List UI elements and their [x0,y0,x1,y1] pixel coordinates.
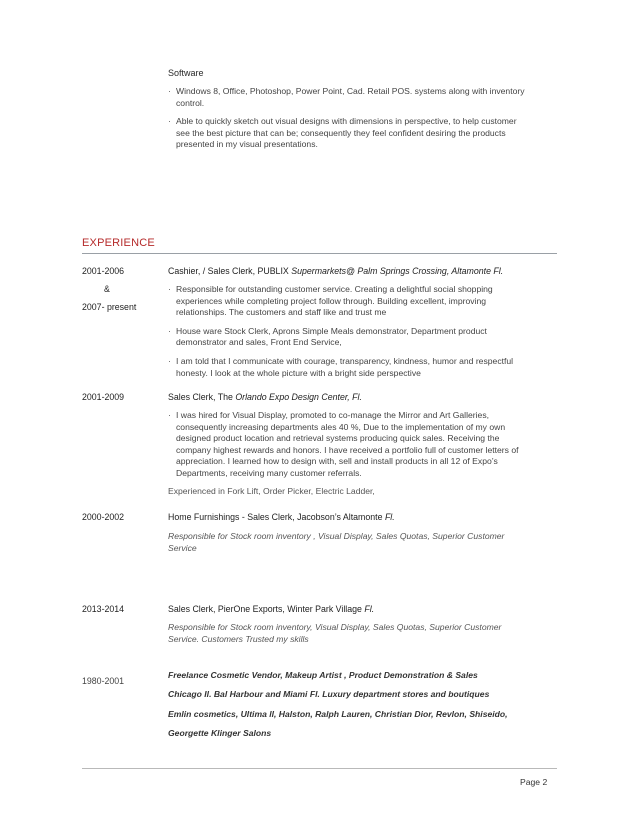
entry-role [168,266,548,278]
entry-bullet: · House ware Stock Clerk, Aprons Simple Meals demonstrator, Department product demonstrator and sales, Front End Service, [168,326,528,349]
role-text: Sales Clerk, The [168,392,236,402]
entry-date-ampersand: & [104,284,110,294]
role-employer: Orlando Expo Design Center, Fl. [235,392,362,402]
software-bullet: · Able to quickly sketch out visual designs with dimensions in perspective, to help customer see the best picture that can be; consequently they feel confident desiring the products presented in my visual presentations. [168,116,528,151]
freelance-line: Georgette Klinger Salons [168,728,272,738]
entry-date: 1980-2001 [82,676,125,686]
entry-note: Responsible for Stock room inventory, Visual Display, Sales Quotas, Superior Customer Service. Customers Trusted my skills [168,622,502,644]
entry-date: 2000-2002 [82,512,125,522]
role-employer: Fl. [364,604,375,614]
entry-note: Responsible for Stock room inventory , Visual Display, Sales Quotas, Superior Customer Service [168,531,505,553]
footer-divider [82,768,557,769]
entry-date: 2007- present [82,302,137,312]
entry-role [168,512,548,524]
software-bullet-list [168,86,528,158]
entry-date: 2001-2006 [82,266,125,276]
software-bullet: · Windows 8, Office, Photoshop, Power Point, Cad. Retail POS. systems along with inventory control. [168,86,528,109]
role-text: Home Furnishings - Sales Clerk, Jacobson’s Altamonte [168,512,385,522]
experience-divider [82,253,557,254]
entry-bullet: · Responsible for outstanding customer service. Creating a delightful social shopping experiences while completing project follow through. Building excellent, improving relationships. The customers and staff like and trust me [168,284,528,319]
entry-date: 2001-2009 [82,392,125,402]
role-employer: Supermarkets@ Palm Springs Crossing, Altamonte Fl. [291,266,504,276]
entry-bullet-list [168,284,528,386]
entry-bullet: · I was hired for Visual Display, promoted to co-manage the Mirror and Art Galleries, consequently increasing departments ales 40 %, Due to the implementation of my own designed product location and retrieval systems producing quick sales. Receiving the company highest rewards and honors. I have received a portfolio full of customer letters of appreciation. I learned how to design with, sell and install products in all 12 of Expo’s Departments, receiving many customer referrals. [168,410,528,480]
freelance-line: Freelance Cosmetic Vendor, Makeup Artist , Product Demonstration & Sales [168,670,478,680]
entry-bullet-list [168,410,528,487]
entry-role [168,604,548,616]
entry-bullet: · I am told that I communicate with courage, transparency, kindness, humor and respectful honesty. I look at the whole picture with a bright side perspective [168,356,528,379]
entry-role [168,392,548,404]
page-number: Page 2 [520,777,548,787]
entry-date: 2013-2014 [82,604,125,614]
role-text: Cashier, / Sales Clerk, PUBLIX [168,266,292,276]
freelance-line: Chicago Il. Bal Harbour and Miami Fl. Luxury department stores and boutiques [168,689,490,699]
entry-note: Experienced in Fork Lift, Order Picker, Electric Ladder, [168,486,375,496]
software-heading: Software [168,68,204,78]
role-employer: Fl. [384,512,395,522]
role-text: Sales Clerk, PierOne Exports, Winter Park Village [168,604,365,614]
freelance-line: Emlin cosmetics, Ultima ll, Halston, Ralph Lauren, Christian Dior, Revlon, Shiseido, [168,709,508,719]
experience-heading: EXPERIENCE [82,237,155,249]
